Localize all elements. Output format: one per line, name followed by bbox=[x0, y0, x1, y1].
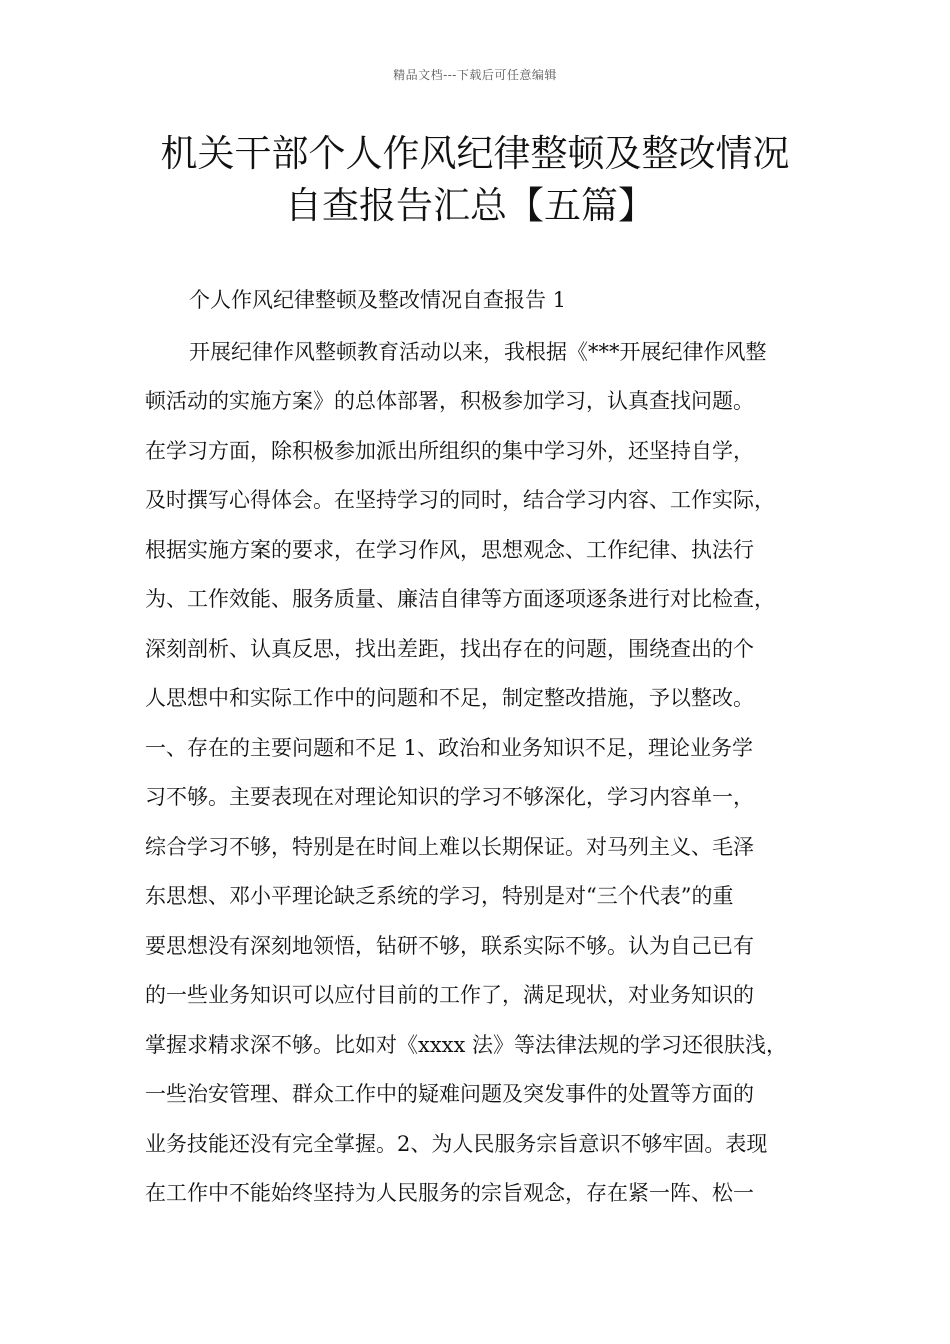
paragraph-line: 根据实施方案的要求，在学习作风，思想观念、工作纪律、执法行 bbox=[145, 537, 754, 562]
paragraph-line: 综合学习不够，特别是在时间上难以长期保证。对马列主义、毛泽 bbox=[145, 834, 754, 859]
paragraph-line: 开展纪律作风整顿教育活动以来，我根据《***开展纪律作风整 bbox=[189, 339, 767, 364]
paragraph-line: 在学习方面，除积极参加派出所组织的集中学习外，还坚持自学， bbox=[145, 438, 754, 463]
paragraph-line: 人思想中和实际工作中的问题和不足，制定整改措施，予以整改。 bbox=[145, 686, 754, 710]
paragraph-line: 要思想没有深刻地领悟，钻研不够，联系实际不够。认为自己已有 bbox=[145, 933, 754, 958]
paragraph-line: 习不够。主要表现在对理论知识的学习不够深化，学习内容单一， bbox=[145, 785, 754, 809]
document-title-line-1: 机关干部个人作风纪律整顿及整改情况 bbox=[160, 132, 790, 175]
paragraph-line: 一些治安管理、群众工作中的疑难问题及突发事件的处置等方面的 bbox=[145, 1082, 754, 1106]
document-body bbox=[145, 276, 825, 1219]
paragraph-line: 东思想、邓小平理论缺乏系统的学习，特别是对“三个代表”的重 bbox=[145, 884, 734, 908]
paragraph-line: 一、存在的主要问题和不足 1、政治和业务知识不足，理论业务学 bbox=[145, 735, 754, 760]
document-title bbox=[0, 128, 950, 232]
paragraph-line: 顿活动的实施方案》的总体部署，积极参加学习，认真查找问题。 bbox=[145, 389, 754, 413]
document-title-line-2: 自查报告汇总【五篇】 bbox=[285, 184, 655, 227]
paragraph-line: 掌握求精求深不够。比如对《xxxx 法》等法律法规的学习还很肤浅， bbox=[145, 1032, 788, 1057]
paragraph-line: 在工作中不能始终坚持为人民服务的宗旨观念，存在紧一阵、松一 bbox=[145, 1181, 754, 1205]
page-header-watermark: 精品文档---下载后可任意编辑 bbox=[393, 68, 557, 82]
section-subtitle: 个人作风纪律整顿及整改情况自查报告 1 bbox=[189, 288, 567, 312]
paragraph-line: 业务技能还没有完全掌握。2、为人民服务宗旨意识不够牢固。表现 bbox=[145, 1131, 768, 1156]
paragraph-line: 的一些业务知识可以应付目前的工作了，满足现状，对业务知识的 bbox=[145, 983, 754, 1007]
paragraph-line: 为、工作效能、服务质量、廉洁自律等方面逐项逐条进行对比检查， bbox=[145, 587, 775, 611]
paragraph-line: 深刻剖析、认真反思，找出差距，找出存在的问题，围绕查出的个 bbox=[145, 636, 754, 661]
paragraph-line: 及时撰写心得体会。在坚持学习的同时，结合学习内容、工作实际， bbox=[145, 488, 775, 512]
